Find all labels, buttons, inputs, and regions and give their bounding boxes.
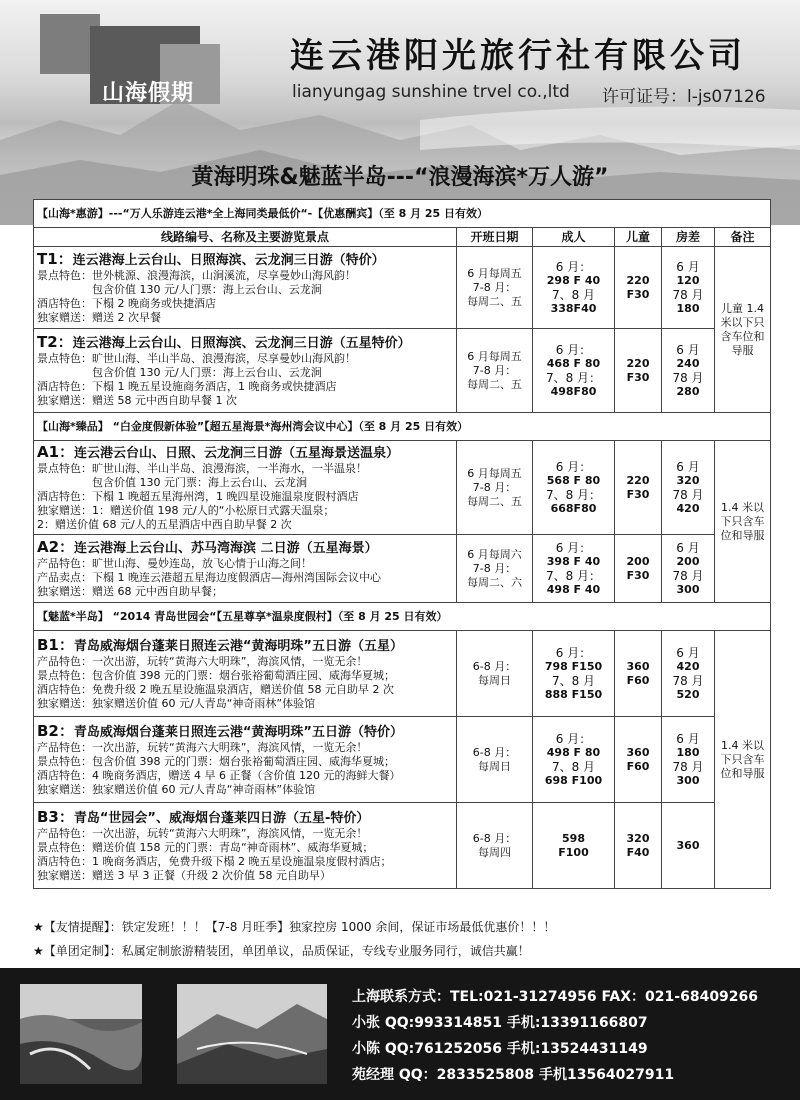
date-text: 每周二、五 (467, 494, 522, 508)
column-header-row (34, 228, 771, 247)
route-detail: 产品特色：旷世山海、曼妙连岛，放飞心情于山海之间！ (37, 556, 312, 570)
date-text: 6-8 月： (472, 831, 517, 845)
price-label: 78 月 (672, 673, 704, 688)
adult-price: 498 F 40 (546, 582, 601, 596)
contact-footer (0, 968, 800, 1100)
column-header: 开班日期 (457, 228, 533, 247)
room-price: 300 (676, 582, 700, 596)
room-price: 240 (676, 356, 700, 370)
route-detail: 独家赠送：赠送 58 元中西自助早餐 1 次 (37, 393, 237, 407)
route-detail: 产品卖点：下榻 1 晚连云港超五星海边度假酒店—海州湾国际会议中心 (37, 570, 381, 584)
remark-text: 下只含车 (720, 752, 765, 766)
room-price: 180 (676, 301, 700, 315)
remark-text: 位和导服 (720, 528, 765, 542)
remark-cell (715, 247, 771, 413)
room-price: 320 (676, 473, 700, 487)
remark-cell (715, 441, 771, 603)
route-detail: 酒店特色：1 晚商务酒店，免费升级下榻 2 晚五星设施温泉度假村酒店； (37, 854, 392, 868)
logo-text: 山海假期 (102, 81, 195, 106)
route-code: A1： (37, 442, 75, 461)
route-code: B3： (37, 807, 74, 826)
section-text: ---“万人乐游连云港*全上海同类最低价“-【优惠酬宾】 (108, 206, 379, 220)
section-tag: 【魅蓝*半岛】 (37, 609, 109, 623)
route-name: 连云港海上云台山、日照海滨、云龙涧三日游（五星特价） (72, 335, 411, 351)
remark-text: 1.4 米以 (721, 738, 765, 752)
table-row (34, 535, 771, 603)
table-row (34, 803, 771, 889)
page-title: 黄海明珠&魅蓝半岛---“浪漫海滨*万人游” (191, 165, 609, 190)
child-price: F30 (626, 370, 650, 384)
child-price: 360 (626, 745, 650, 759)
date-text: 6 月每周五 (467, 466, 522, 480)
column-header: 线路编号、名称及主要游览景点 (34, 228, 457, 247)
column-header: 备注 (715, 228, 771, 247)
contact-yuan: 苑经理 QQ：2833525808 手机13564027911 (352, 1067, 675, 1083)
adult-price: 338F40 (550, 301, 597, 315)
adult-price: 398 F 40 (546, 554, 601, 568)
child-price: 220 (626, 473, 650, 487)
route-detail: 景点特色：旷世山海、半山半岛、浪漫海滨，尽享曼妙山海风韵！ (37, 351, 356, 365)
adult-price: 888 F150 (544, 687, 603, 701)
route-detail: 包含价值 130 元/人门票：海上云台山、云龙涧 (37, 282, 322, 296)
route-detail: 景点特色：旷世山海、半山半岛、浪漫海滨，一半海水，一半温泉！ (37, 461, 367, 475)
section-validity: （至 8 月 25 日有效） (358, 419, 469, 433)
route-detail: 独家赠送：1：赠送价值 198 元/人的“小松原日式露天温泉； (37, 503, 335, 517)
column-header: 儿童 (615, 228, 662, 247)
route-code: T2： (37, 332, 73, 351)
adult-price: 468 F 80 (546, 356, 601, 370)
date-text: 每周日 (478, 673, 511, 687)
price-label: 6 月 (676, 645, 700, 660)
contact-chen: 小陈 QQ:761252056 手机:13524431149 (352, 1041, 648, 1057)
route-detail: 独家赠送：独家赠送价值 60 元/人青岛“神奇雨林”体验馆 (37, 696, 316, 710)
date-text: 7-8 月： (472, 363, 517, 377)
price-label: 6 月： (555, 731, 592, 746)
adult-price: 598 (562, 831, 585, 845)
price-label: 7、8 月： (545, 487, 602, 502)
room-price: 420 (676, 501, 700, 515)
coast-photo (20, 984, 142, 1084)
route-name: 连云港海上云台山、苏马湾海滨 二日游（五星海景） (74, 540, 378, 556)
room-price: 520 (676, 687, 700, 701)
route-detail: 2：赠送价值 68 元/人的五星酒店中西自助早餐 2 次 (37, 517, 292, 531)
adult-price: 798 F150 (544, 659, 603, 673)
remark-text: 位和导服 (720, 766, 765, 780)
child-price: 200 (626, 554, 650, 568)
remark-text: 米以下只 (720, 315, 765, 329)
price-label: 6 月 (676, 259, 700, 274)
child-price: F60 (626, 673, 650, 687)
route-code: T1： (37, 249, 73, 268)
section-banner-3 (34, 603, 771, 631)
child-price: F60 (626, 759, 650, 773)
route-code: B2： (37, 721, 74, 740)
price-label: 7、8 月 (551, 759, 596, 774)
child-price: F30 (626, 487, 650, 501)
route-detail: 酒店特色：下榻 1 晚超五星海州湾，1 晚四星设施温泉度假村酒店 (37, 489, 359, 503)
section-validity: （至 8 月 25 日有效） (378, 206, 489, 220)
date-text: 7-8 月： (472, 561, 517, 575)
section-text: “2014 青岛世园会“【五星尊享*温泉度假村】 (112, 609, 338, 623)
table-row (34, 717, 771, 803)
price-label: 6 月 (676, 342, 700, 357)
date-text: 每周二、五 (467, 294, 522, 308)
date-text: 每周日 (478, 759, 511, 773)
route-detail: 酒店特色：免费升级 2 晚五星设施温泉酒店，赠送价值 58 元自助早 2 次 (37, 682, 394, 696)
route-detail: 酒店特色：4 晚商务酒店，赠送 4 早 6 正餐（含价值 120 元的海鲜大餐） (37, 768, 401, 782)
child-price: 220 (626, 273, 650, 287)
route-detail: 景点特色：包含价值 398 元的门票：烟台张裕葡萄酒庄园、威海华夏城； (37, 668, 395, 682)
child-price: 320 (626, 831, 650, 845)
section-text: “白金度假新体验”【超五星海景*海州湾会议中心】 (112, 419, 359, 433)
price-label: 7、8 月： (545, 370, 602, 385)
price-label: 6 月： (555, 645, 592, 660)
remark-text: 儿童 1.4 (721, 301, 765, 315)
child-price: F30 (626, 287, 650, 301)
section-validity: （至 8 月 25 日有效） (337, 609, 448, 623)
contact-zhang: 小张 QQ:993314851 手机:13391166807 (352, 1015, 648, 1031)
child-price: 220 (626, 356, 650, 370)
date-text: 每周二、六 (467, 575, 522, 589)
price-label: 6 月 (676, 459, 700, 474)
room-price: 280 (676, 384, 700, 398)
license-number: 许可证号：l-js07126 (602, 87, 766, 107)
adult-price: 698 F100 (544, 773, 603, 787)
adult-price: 568 F 80 (546, 473, 601, 487)
route-detail: 独家赠送：赠送 2 次早餐 (37, 310, 161, 324)
section-banner-2 (34, 413, 771, 441)
price-label: 6 月： (555, 540, 592, 555)
shanghai-contact: 上海联系方式：TEL:021-31274956 FAX：021-68409266 (352, 989, 759, 1005)
logo (40, 14, 220, 114)
table-row (34, 329, 771, 413)
route-code: B1： (37, 635, 74, 654)
remark-text: 下只含车 (720, 514, 765, 528)
room-price: 120 (676, 273, 700, 287)
route-detail: 景点特色：包含价值 398 元的门票：烟台张裕葡萄酒庄园、威海华夏城； (37, 754, 395, 768)
route-detail: 酒店特色：下榻 1 晚五星设施商务酒店，1 晚商务或快捷酒店 (37, 379, 337, 393)
remark-text: 1.4 米以 (721, 500, 765, 514)
header-banner (0, 0, 800, 225)
room-price: 180 (676, 745, 700, 759)
route-detail: 产品特色：一次出游，玩转“黄海六大明珠”，海滨风情，一览无余！ (37, 826, 368, 840)
section-tag: 【山海*臻品】 (37, 419, 109, 433)
room-price: 420 (676, 659, 700, 673)
column-header: 成人 (533, 228, 615, 247)
adult-price: F100 (558, 845, 589, 859)
date-text: 6-8 月： (472, 745, 517, 759)
company-name: 连云港阳光旅行社有限公司 (290, 36, 746, 76)
section-tag: 【山海*惠游】 (37, 206, 109, 220)
date-text: 每周二、五 (467, 377, 522, 391)
route-detail: 独家赠送：赠送 3 早 3 正餐（升级 2 次价值 58 元自助早） (37, 868, 331, 882)
route-detail: 产品特色：一次出游，玩转“黄海六大明珠”，海滨风情，一览无余！ (37, 654, 368, 668)
price-label: 6 月： (555, 342, 592, 357)
table-row (34, 631, 771, 717)
price-label: 78 月 (672, 370, 704, 385)
price-label: 78 月 (672, 487, 704, 502)
price-label: 7、8 月 (551, 287, 596, 302)
child-price: F40 (626, 845, 650, 859)
price-label: 6 月： (555, 259, 592, 274)
route-name: 连云港云台山、日照、云龙涧三日游（五星海景送温泉） (74, 445, 400, 461)
date-text: 6 月每周五 (467, 349, 522, 363)
date-text: 6 月每周六 (467, 547, 522, 561)
route-detail: 独家赠送：赠送 68 元中西自助早餐； (37, 584, 223, 598)
section-banner-1 (34, 200, 771, 228)
mountain-photo (177, 984, 327, 1084)
route-detail: 酒店特色：下榻 2 晚商务或快捷酒店 (37, 296, 216, 310)
remark-text: 含车位和 (720, 329, 765, 343)
column-header: 房差 (662, 228, 715, 247)
price-label: 6 月 (676, 731, 700, 746)
adult-price: 498 F 80 (546, 745, 601, 759)
child-price: F30 (626, 568, 650, 582)
route-name: 青岛威海烟台蓬莱日照连云港“黄海明珠”五日游（五星） (73, 638, 403, 654)
route-detail: 独家赠送：独家赠送价值 60 元/人青岛“神奇雨林”体验馆 (37, 782, 316, 796)
price-label: 6 月： (555, 459, 592, 474)
route-detail: 包含价值 130 元/人门票：海上云台山、云龙涧 (37, 365, 322, 379)
price-label: 78 月 (672, 568, 704, 583)
price-label: 6 月 (676, 540, 700, 555)
date-text: 每周四 (478, 845, 511, 859)
route-name: 青岛“世园会”、威海烟台蓬莱四日游（五星-特价） (73, 810, 370, 826)
table-row (34, 247, 771, 329)
date-text: 6 月每周五 (467, 266, 522, 280)
adult-price: 498F80 (550, 384, 597, 398)
adult-price: 668F80 (550, 501, 597, 515)
route-detail: 包含价值 130 元门票：海上云台山、云龙涧 (37, 475, 307, 489)
route-name: 连云港海上云台山、日照海滨、云龙涧三日游（特价） (72, 252, 385, 268)
price-label: 7、8 月： (545, 568, 602, 583)
room-price: 300 (676, 773, 700, 787)
price-label: 78 月 (672, 759, 704, 774)
remark-cell (715, 631, 771, 889)
price-label: 78 月 (672, 287, 704, 302)
room-price: 200 (676, 554, 700, 568)
route-detail: 景点特色：赠送价值 158 元的门票：青岛“神奇雨林”、威海华夏城； (37, 840, 374, 854)
tour-table (33, 199, 771, 889)
company-english-name: lianyungag sunshine trvel co.,ltd (292, 82, 570, 102)
remark-text: 导服 (731, 343, 754, 357)
date-text: 6-8 月： (472, 659, 517, 673)
route-code: A2： (37, 537, 75, 556)
room-price: 360 (676, 838, 700, 852)
custom-group-note: ★【单团定制】：私属定制旅游精装团，单团单议，品质保证，专线专业服务同行，诚信共赢！ (33, 944, 530, 958)
adult-price: 298 F 40 (546, 273, 601, 287)
price-label: 7、8 月 (551, 673, 596, 688)
route-detail: 景点特色：世外桃源、浪漫海滨，山涧溪流，尽享曼妙山海风韵！ (37, 268, 356, 282)
route-name: 青岛威海烟台蓬莱日照连云港“黄海明珠”五日游（特价） (73, 724, 403, 740)
route-detail: 产品特色：一次出游，玩转“黄海六大明珠”，海滨风情，一览无余！ (37, 740, 368, 754)
child-price: 360 (626, 659, 650, 673)
table-row (34, 441, 771, 535)
date-text: 7-8 月： (472, 480, 517, 494)
friendly-reminder: ★【友情提醒】：铁定发班！！！【7-8 月旺季】独家控房 1000 余间，保证市场最低优惠价！！！ (33, 920, 556, 934)
date-text: 7-8 月： (472, 280, 517, 294)
